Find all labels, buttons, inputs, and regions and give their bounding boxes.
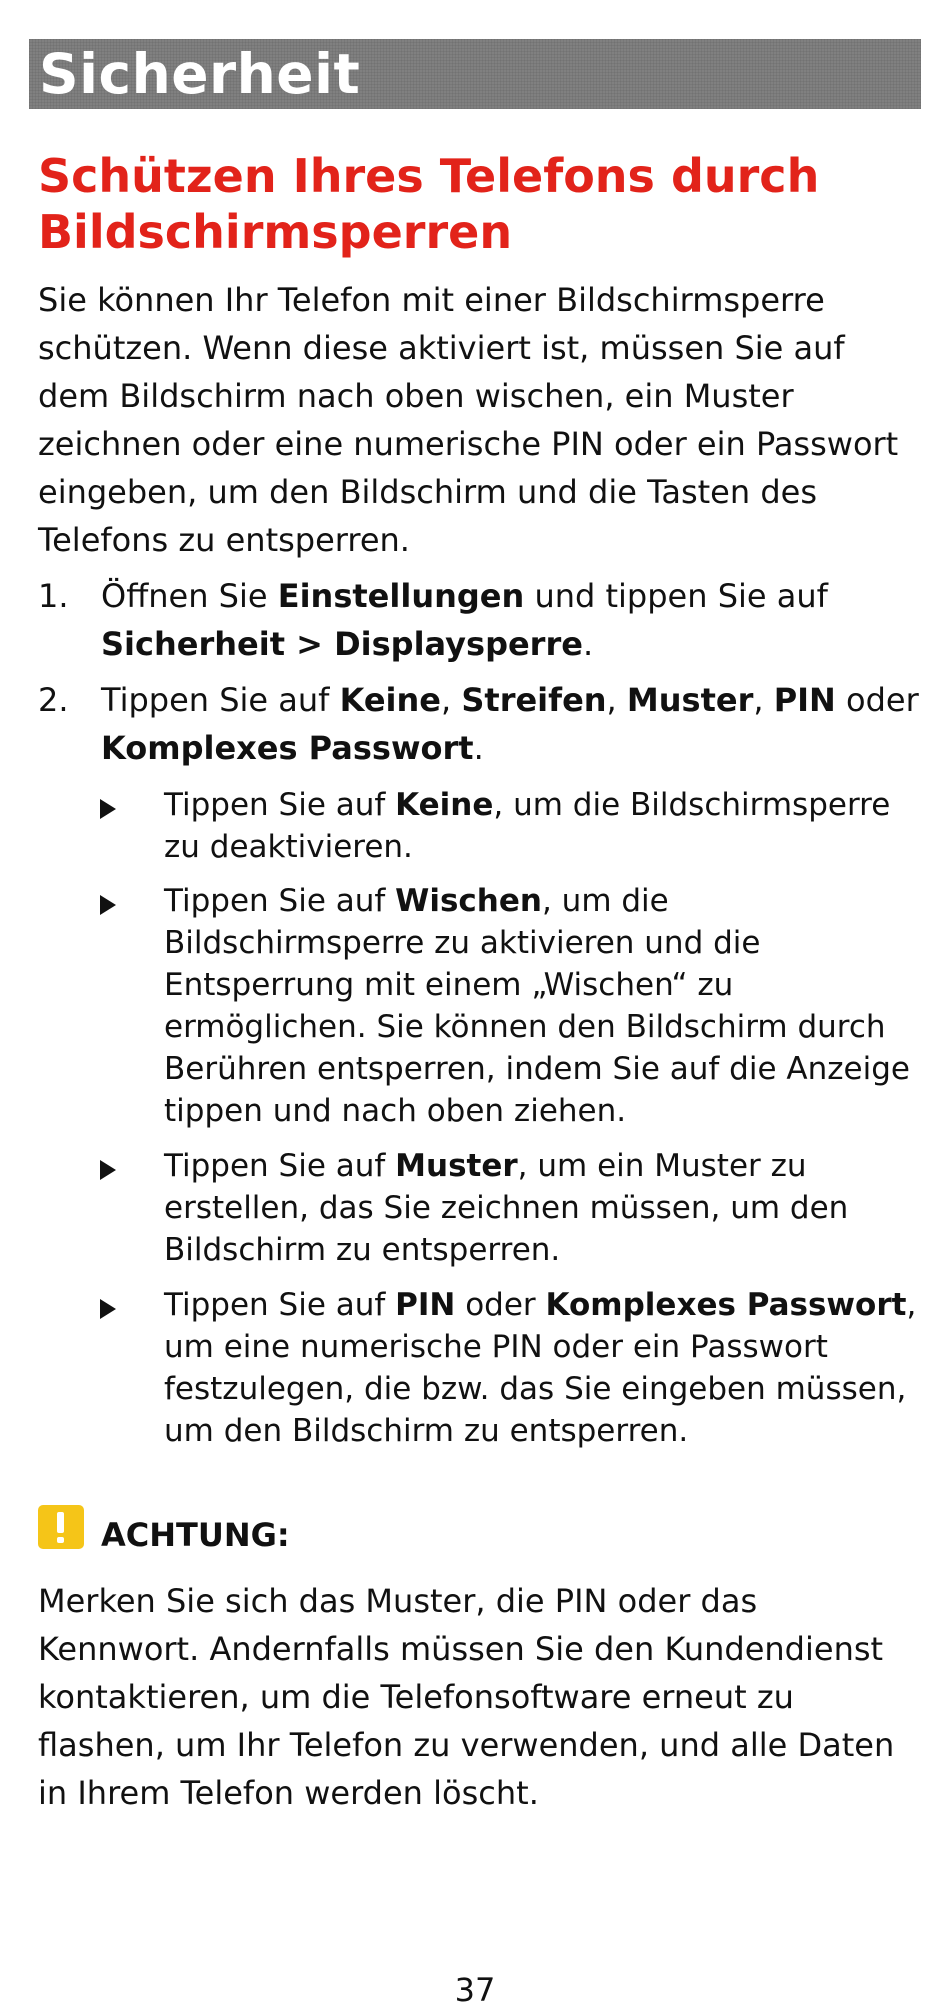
bullet-text: Tippen Sie auf Keine, um die Bildschirmsperre zu deaktivieren.: [164, 787, 891, 865]
bullet-text: Tippen Sie auf Muster, um ein Muster zu erstellen, das Sie zeichnen müssen, um den Bildschirm zu entsperren.: [164, 1148, 849, 1268]
page-number: 37: [454, 1971, 496, 2009]
step-text: Tippen Sie auf Keine, Streifen, Muster, PIN oder Komplexes Passwort.: [101, 681, 919, 767]
bullet-arrow-icon: [100, 1299, 116, 1319]
step-text: Öffnen Sie Einstellungen und tippen Sie auf Sicherheit > Displaysperre.: [101, 577, 828, 663]
section-title: Sicherheit: [39, 42, 361, 106]
section-banner: [29, 39, 921, 109]
bullet-text: Tippen Sie auf PIN oder Komplexes Passwort, um eine numerische PIN oder ein Passwort festzulegen, die bzw. das Sie eingeben müssen, um den Bildschirm zu entsperren.: [164, 1287, 917, 1449]
page-heading: Schützen Ihres Telefons durch Bildschirmsperren: [38, 149, 820, 259]
exclamation-warning-icon: [38, 1505, 84, 1549]
bullet-arrow-icon: [100, 799, 116, 819]
bullet-arrow-icon: [100, 895, 116, 915]
warning-text: Merken Sie sich das Muster, die PIN oder das Kennwort. Andernfalls müssen Sie den Kundendienst kontaktieren, um die Telefonsoftware erneut zu flashen, um Ihr Telefon zu verwenden, und alle Daten in Ihrem Telefon werden löscht.: [38, 1582, 895, 1812]
intro-paragraph: Sie können Ihr Telefon mit einer Bildschirmsperre schützen. Wenn diese aktiviert ist, müssen Sie auf dem Bildschirm nach oben wischen, ein Muster zeichnen oder eine numerische PIN oder ein Passwort eingeben, um den Bildschirm und die Tasten des Telefons zu entsperren.: [38, 281, 899, 559]
step-number: 1.: [38, 577, 69, 615]
warning-label: ACHTUNG:: [101, 1516, 290, 1554]
step-number: 2.: [38, 681, 69, 719]
bullet-text: Tippen Sie auf Wischen, um die Bildschirmsperre zu aktivieren und die Entsperrung mit einem „Wischen“ zu ermöglichen. Sie können den Bildschirm durch Berühren entsperren, indem Sie auf die Anzeige tippen und nach oben ziehen.: [164, 883, 910, 1129]
bullet-arrow-icon: [100, 1160, 116, 1180]
